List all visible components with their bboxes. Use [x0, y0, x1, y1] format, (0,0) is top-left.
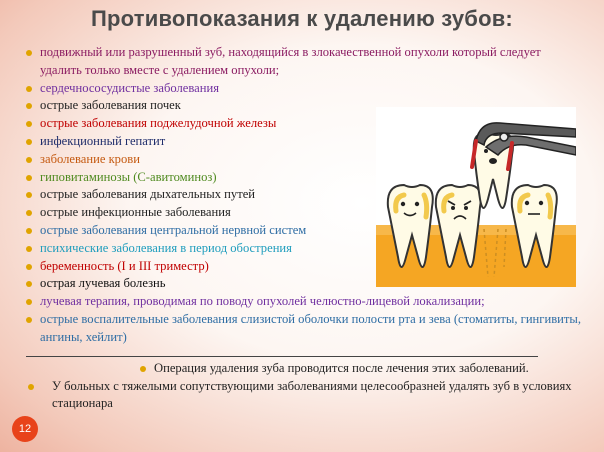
list-item-text: острые инфекционные заболевания: [40, 205, 231, 220]
separator-line: [26, 356, 538, 357]
bullet-icon: [26, 299, 32, 305]
bullet-icon: [26, 50, 32, 56]
bullet-icon: [26, 317, 32, 323]
list-item-text: лучевая терапия, проводимая по поводу опухолей челюстно-лицевой локализации;: [40, 294, 485, 309]
bullet-icon: [26, 264, 32, 270]
list-item: [24, 240, 370, 258]
list-item-text: острые заболевания почек: [40, 98, 181, 113]
list-item-text: психические заболевания в период обострения: [40, 240, 292, 255]
list-item-text: острые заболевания центральной нервной систем: [40, 222, 307, 237]
bullet-icon: [26, 121, 32, 127]
list-item: [24, 133, 370, 151]
teeth-forceps-icon: [376, 107, 576, 287]
list-item: [24, 186, 370, 204]
bullet-icon: [26, 210, 32, 216]
list-item: [24, 151, 370, 169]
slide-title: Противопоказания к удалению зубов:: [91, 6, 513, 31]
list-item-text: острые заболевания дыхательных путей: [40, 187, 256, 202]
list-item: [24, 293, 584, 311]
list-item-text: заболевание крови: [40, 151, 140, 166]
list-item: [24, 311, 584, 347]
note-treatment: [154, 360, 594, 377]
list-item-text: острая лучевая болезнь: [40, 276, 166, 291]
list-item-text: гиповитаминозы (С-авитоминоз): [40, 169, 217, 184]
note-hospital: [42, 378, 588, 412]
list-item: [24, 222, 370, 240]
bullet-icon: [26, 103, 32, 109]
list-item-text: сердечнососудистые заболевания: [40, 80, 220, 95]
list-item: [24, 169, 370, 187]
list-item-text: беременность (I и III триместр): [40, 258, 209, 273]
bullet-icon: [26, 192, 32, 198]
list-item-text: острые воспалительные заболевания слизистой оболочки полости рта и зева (стоматиты, гингивиты, ангины, хейлит): [40, 311, 582, 344]
list-item-text: подвижный или разрушенный зуб, находящийся в злокачественной опухоли который следует удалить только вместе с удалением опухоли;: [40, 45, 541, 77]
list-item: [24, 115, 370, 133]
bullet-icon: [26, 139, 32, 145]
bullet-icon: [26, 175, 32, 181]
list-item: [24, 44, 584, 80]
bullet-icon: [26, 157, 32, 163]
bullet-icon: [26, 86, 32, 92]
note-treatment-text: Операция удаления зуба проводится после лечения этих заболеваний.: [154, 361, 529, 375]
list-item: [24, 204, 370, 222]
list-item-text: инфекционный гепатит: [40, 133, 166, 148]
list-item: [24, 80, 584, 98]
bullet-icon: [26, 281, 32, 287]
list-item: [24, 258, 370, 276]
teeth-extraction-illustration: [376, 107, 576, 287]
page-number-badge: 12: [12, 416, 38, 442]
bullet-icon: [28, 384, 34, 390]
bullet-icon: [26, 246, 32, 252]
bullet-icon: [140, 366, 146, 372]
bullet-icon: [26, 228, 32, 234]
list-item-text: острые заболевания поджелудочной железы: [40, 116, 277, 131]
note-hospital-text: У больных с тяжелыми сопутствующими заболеваниями целесообразней удалять зуб в условиях стационара: [52, 379, 572, 410]
